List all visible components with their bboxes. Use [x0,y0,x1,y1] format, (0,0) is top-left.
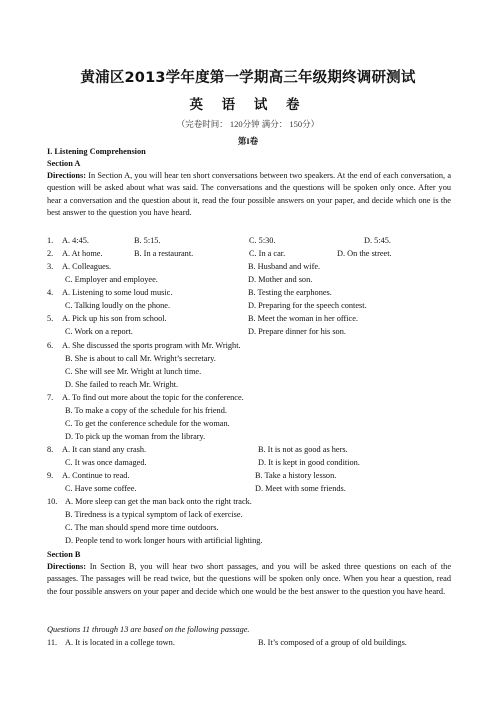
option-b: B. 5:15. [134,236,161,245]
question-number: 4. [47,288,54,297]
section-b-directions [47,561,451,598]
option-c: C. Employer and employee. [65,275,158,284]
option-c: C. Talking loudly on the phone. [65,301,171,310]
option-b: B. To make a copy of the schedule for his friend. [65,406,227,415]
directions-label: Directions: [47,562,87,571]
option-a: A. It is located in a college town. [65,638,175,647]
option-b: B. Tiredness is a typical symptom of lack of exercise. [65,510,243,519]
option-d: D. People tend to work longer hours with artificial lighting. [65,536,263,545]
option-d: D. On the street. [337,249,392,258]
option-d: D. 5:45. [364,236,391,245]
option-b: B. It’s composed of a group of old buildings. [258,638,407,647]
section-a-directions [47,170,451,220]
option-a: A. At home. [62,249,103,258]
option-b: B. Husband and wife. [248,262,321,271]
passage-note: Questions 11 through 13 are based on the following passage. [47,625,250,634]
question-number: 8. [47,445,54,454]
exam-info: （完卷时间： 120分钟 满分： 150分） [176,119,320,129]
option-b: B. Meet the woman in her office. [248,314,358,323]
question-number: 9. [47,471,54,480]
option-c: C. To get the conference schedule for the woman. [65,419,230,428]
option-d: D. She failed to reach Mr. Wright. [65,380,179,389]
directions-text: In Section B, you will hear two short passages, and you will be asked three questions on each of the passages. The passages will be read twice, but the questions will be spoken only once. When you hear a question, read the four possible answers on your paper and decide which one would be the best answer to the question you have heard. [47,562,451,596]
section-heading: I. Listening Comprehension [47,147,146,156]
option-c: C. Have some coffee. [65,484,137,493]
option-c: C. It was once damaged. [65,458,147,467]
section-b-heading: Section B [47,550,81,559]
option-c: C. In a car. [249,249,286,258]
option-b: B. She is about to call Mr. Wright’s secretary. [65,354,216,363]
option-a: A. 4:45. [62,236,89,245]
question-number: 5. [47,314,54,323]
option-c: C. 5:30. [249,236,276,245]
question-number: 6. [47,341,54,350]
option-b: B. In a restaurant. [134,249,194,258]
option-a: A. Listening to some loud music. [62,288,173,297]
exam-title: 黄浦区2013学年度第一学期高三年级期终调研测试 [80,70,416,86]
option-c: C. The man should spend more time outdoors. [65,523,219,532]
option-b: B. Testing the earphones. [248,288,332,297]
option-a: A. More sleep can get the man back onto the right track. [65,497,252,506]
option-a: A. It can stand any crash. [62,445,147,454]
question-number: 2. [47,249,54,258]
option-d: D. Prepare dinner for his son. [248,327,346,336]
option-a: A. Continue to read. [62,471,130,480]
option-c: C. She will see Mr. Wright at lunch time. [65,367,202,376]
option-c: C. Work on a report. [65,327,133,336]
section-a-heading: Section A [47,159,81,168]
option-b: B. Take a history lesson. [255,471,337,480]
option-a: A. To find out more about the topic for the conference. [62,393,244,402]
option-d: D. It is kept in good condition. [258,458,360,467]
question-number: 10. [47,497,58,506]
option-d: D. Mother and son. [248,275,313,284]
directions-label: Directions: [47,171,87,180]
option-d: D. To pick up the woman from the library. [65,432,206,441]
question-number: 11. [47,638,58,647]
option-a: A. Colleagues. [62,262,112,271]
option-d: D. Preparing for the speech contest. [248,301,367,310]
directions-text: In Section A, you will hear ten short conversations between two speakers. At the end of each conversation, a question will be asked about what was said. The conversations and the questions will be spoken only once. After you hear a conversation and the question about it, read the four possible answers on your paper, and decide which one is the best answer to the question you have heard. [47,171,451,218]
option-a: A. Pick up his son from school. [62,314,167,323]
option-a: A. She discussed the sports program with Mr. Wright. [62,341,241,350]
question-number: 1. [47,236,54,245]
option-d: D. Meet with some friends. [255,484,346,493]
question-number: 3. [47,262,54,271]
option-b: B. It is not as good as hers. [258,445,348,454]
exam-subtitle: 英 语 试 卷 [189,97,307,113]
question-number: 7. [47,393,54,402]
part-heading: 第I卷 [237,136,259,146]
